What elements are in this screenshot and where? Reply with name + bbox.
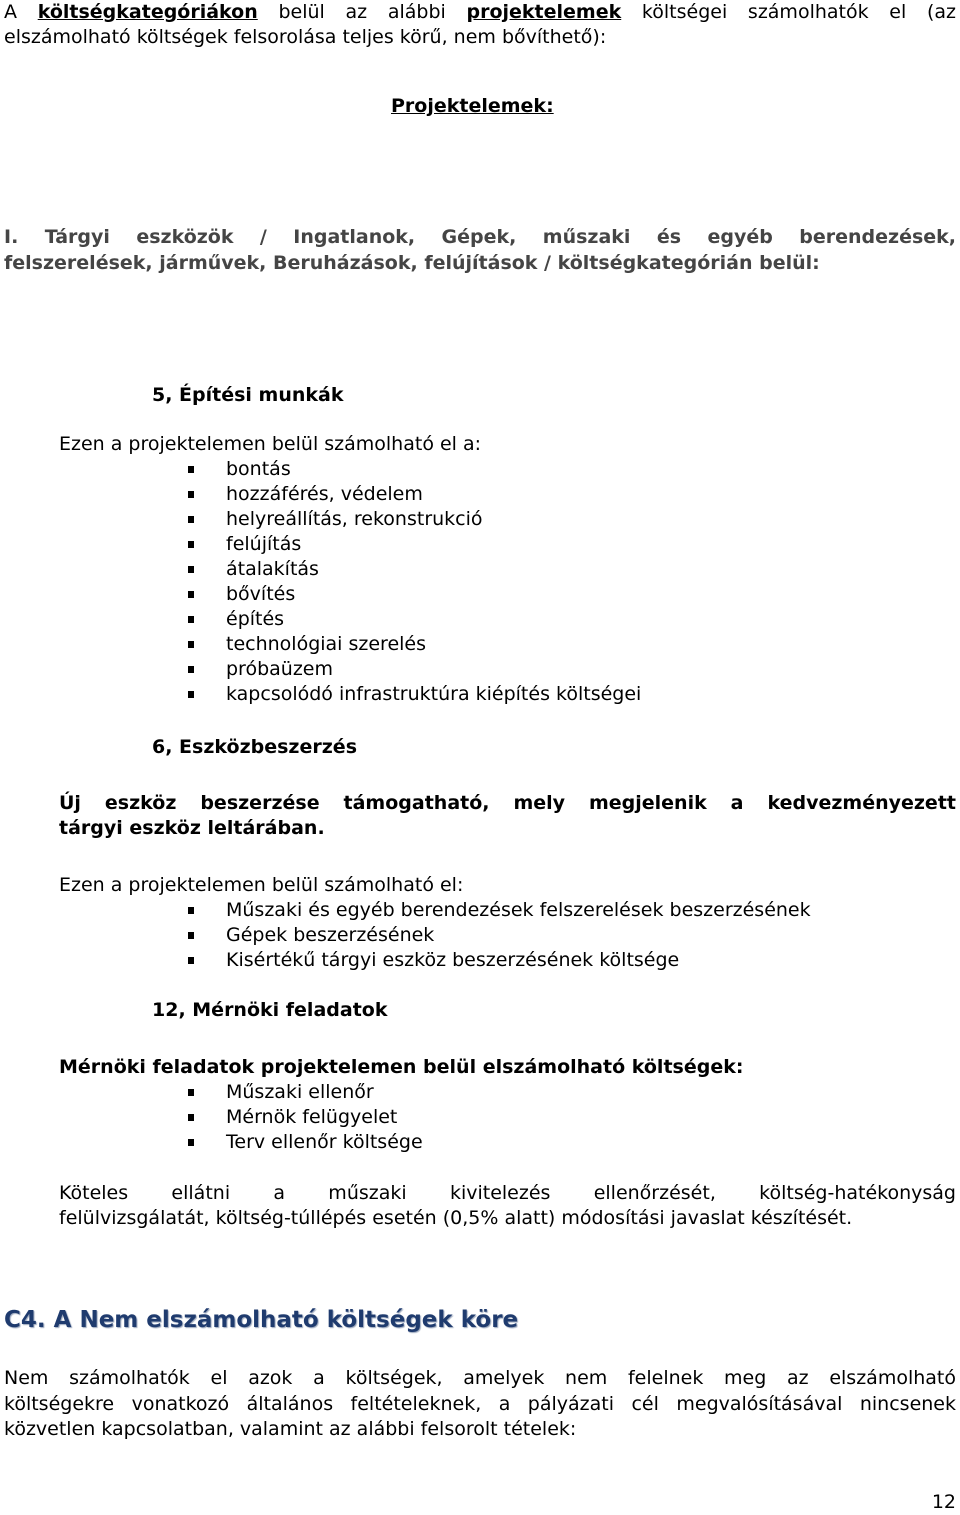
list-item: Gépek beszerzésének (226, 923, 811, 948)
intro-keyword-projektelemek: projektelemek (466, 1, 622, 23)
item5-list (226, 457, 641, 707)
list-item: helyreállítás, rekonstrukció (226, 507, 641, 532)
intro-line-1 (4, 0, 956, 25)
item6-intro: Ezen a projektelemen belül számolható el: (59, 874, 464, 896)
intro-keyword-koltsegkategoriak: költségkategóriákon (37, 1, 258, 23)
c4-para-line-2: költségekre vonatkozó általános feltételeknek, a pályázati cél megvalósításával nincsenek (4, 1393, 956, 1415)
list-item: felújítás (226, 532, 641, 557)
item6-bold-line-1: Új eszköz beszerzése támogatható, mely megjelenik a kedvezményezett (59, 792, 956, 814)
item6-title: 6, Eszközbeszerzés (152, 736, 358, 758)
intro-text: A (4, 1, 38, 23)
c4-heading (4, 1305, 518, 1335)
list-item: bővítés (226, 582, 641, 607)
item12-title: 12, Mérnöki feladatok (152, 999, 388, 1021)
list-item: átalakítás (226, 557, 641, 582)
list-item: építés (226, 607, 641, 632)
list-item: Terv ellenőr költsége (226, 1131, 423, 1153)
list-item: kapcsolódó infrastruktúra kiépítés költségei (226, 683, 642, 705)
list-item: hozzáférés, védelem (226, 482, 641, 507)
list-item: próbaüzem (226, 657, 641, 682)
item5-intro: Ezen a projektelemen belül számolható el a: (59, 433, 482, 455)
section-i-heading-line-2: felszerelések, járművek, Beruházások, felújítások / költségkategórián belül: (4, 252, 820, 274)
item6-bold-line-2: tárgyi eszköz leltárában. (59, 817, 325, 839)
list-item: Mérnök felügyelet (226, 1105, 423, 1130)
list-item: bontás (226, 457, 641, 482)
item12-para-line-1: Köteles ellátni a műszaki kivitelezés ellenőrzését, költség-hatékonyság (59, 1182, 956, 1204)
list-item: Kisértékű tárgyi eszköz beszerzésének költsége (226, 948, 811, 973)
c4-para-line-3: közvetlen kapcsolatban, valamint az alábbi felsorolt tételek: (4, 1418, 577, 1440)
item12-list (226, 1080, 423, 1155)
c4-para-line-1: Nem számolhatók el azok a költségek, amelyek nem felelnek meg az elszámolható (4, 1367, 956, 1389)
item12-subtitle: Mérnöki feladatok projektelemen belül elszámolható költségek: (59, 1056, 744, 1078)
c4-heading-number: C4. (4, 1307, 46, 1333)
list-item: Műszaki és egyéb berendezések felszerelések beszerzésének (226, 899, 811, 921)
page-number: 12 (931, 1491, 956, 1513)
item6-list (226, 898, 811, 973)
section-i-heading-line-1: I. Tárgyi eszközök / Ingatlanok, Gépek, műszaki és egyéb berendezések, (4, 226, 956, 248)
list-item: technológiai szerelés (226, 632, 641, 657)
item5-title: 5, Építési munkák (152, 384, 344, 406)
item12-para-line-2: felülvizsgálatát, költség-túllépés esetén (0,5% alatt) módosítási javaslat készítését. (59, 1207, 853, 1229)
list-item: Műszaki ellenőr (226, 1080, 423, 1105)
c4-heading-title: A Nem elszámolható költségek köre (53, 1307, 519, 1333)
intro-line-2: elszámolható költségek felsorolása teljes körű, nem bővíthető): (4, 26, 607, 48)
intro-text: belül az alábbi (257, 1, 467, 23)
projektelemek-title: Projektelemek: (391, 95, 554, 117)
intro-text: költségei számolhatók el (az (621, 1, 956, 23)
